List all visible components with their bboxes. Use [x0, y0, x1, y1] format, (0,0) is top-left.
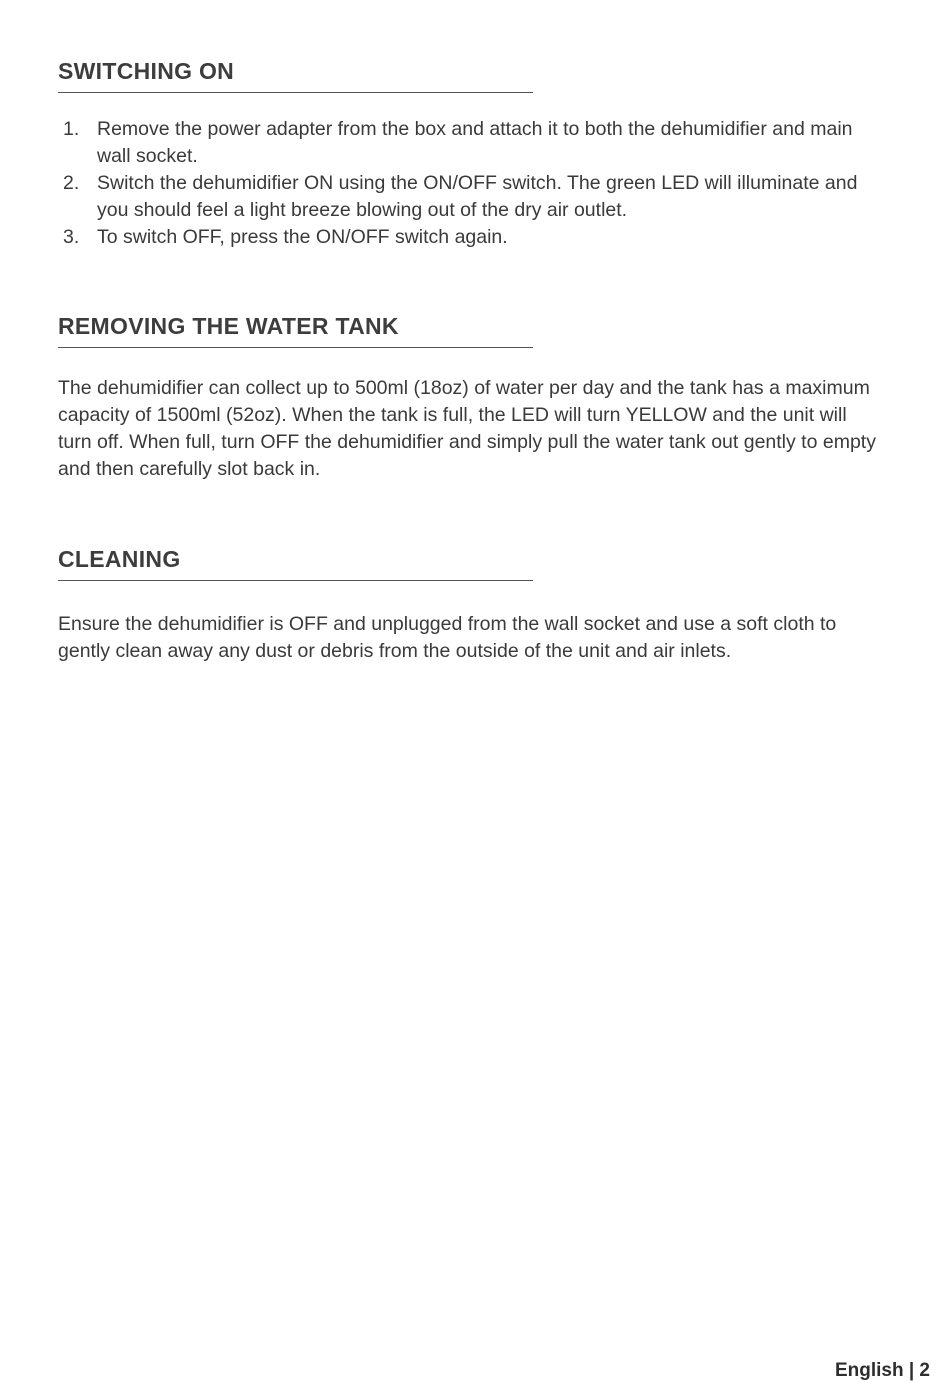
step-number: 2. — [63, 172, 80, 194]
step-text: To switch OFF, press the ON/OFF switch again. — [97, 226, 508, 248]
step-number: 1. — [63, 118, 80, 140]
body-paragraph: Ensure the dehumidifier is OFF and unplugged from the wall socket and use a soft cloth to gently clean away any dust or debris from the outside of the unit and air inlets. — [58, 613, 837, 662]
heading-divider — [58, 580, 533, 581]
section-removing-water-tank — [58, 312, 878, 483]
step-number: 3. — [63, 226, 80, 248]
page-footer-label: English | 2 — [834, 1360, 930, 1381]
section-switching-on — [58, 57, 878, 251]
body-paragraph: The dehumidifier can collect up to 500ml (18oz) of water per day and the tank has a maximum capacity of 1500ml (52oz). When the tank is full, the LED will turn YELLOW and the unit will turn off. When full, turn OFF the dehumidifier and simply pull the water tank out gently to empty and then carefully slot back in. — [58, 377, 876, 480]
heading-removing-water-tank: REMOVING THE WATER TANK — [58, 313, 399, 339]
heading-switching-on: SWITCHING ON — [58, 58, 235, 84]
step-text: Switch the dehumidifier ON using the ON/OFF switch. The green LED will illuminate and you should feel a light breeze blowing out of the dry air outlet. — [97, 172, 858, 221]
list-item — [58, 116, 878, 170]
step-text: Remove the power adapter from the box and attach it to both the dehumidifier and main wall socket. — [97, 118, 853, 167]
heading-cleaning: CLEANING — [58, 546, 181, 572]
list-item — [58, 170, 878, 224]
section-cleaning — [58, 545, 878, 665]
heading-divider — [58, 347, 533, 348]
list-item — [58, 224, 878, 251]
heading-divider — [58, 92, 533, 93]
steps-list — [58, 116, 878, 251]
